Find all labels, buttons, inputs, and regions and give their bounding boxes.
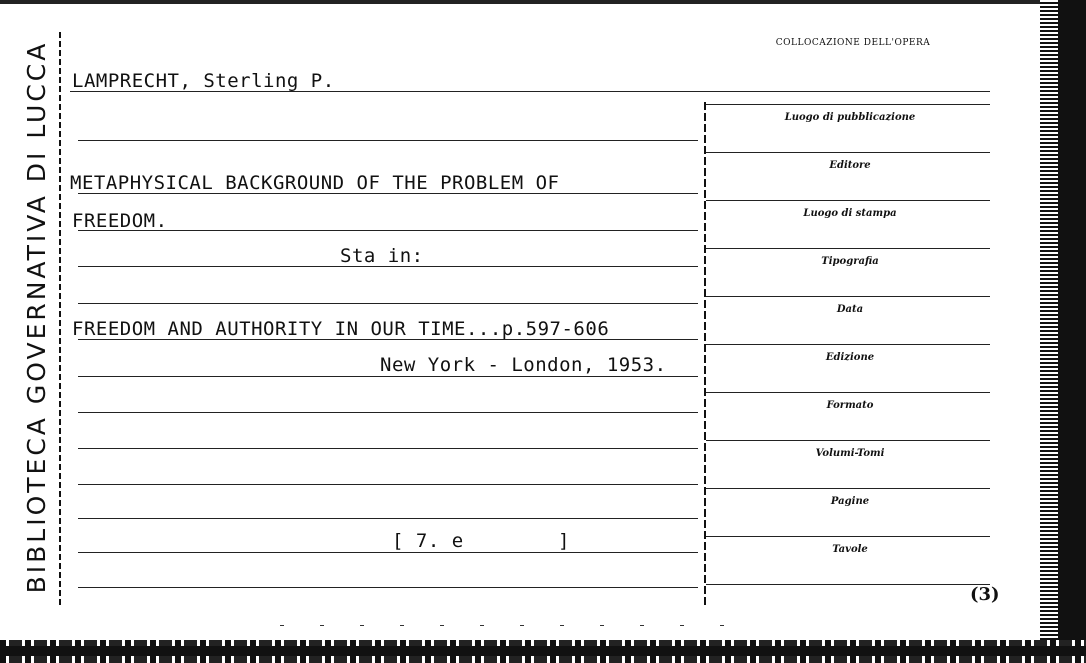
field-volumi-tomi: Volumi-Tomi [815,448,885,459]
field-pagine: Pagine [830,496,870,507]
rule-line [78,376,698,377]
shelf-mark: (3) [970,584,1000,605]
rule-line [78,230,698,231]
panel-divider [704,100,706,605]
field-rule [706,248,990,249]
field-rule [706,152,990,153]
classmark-open: [ 7. e [392,530,464,552]
field-rule [706,488,990,489]
classmark-close: ] [558,530,570,552]
library-stamp: BIBLIOTECA GOVERNATIVA DI LUCCA [22,40,51,594]
card-top-edge [0,0,1086,4]
field-formato: Formato [826,400,874,411]
work-title-line-1: METAPHYSICAL BACKGROUND OF THE PROBLEM OF [70,172,560,194]
source-title: FREEDOM AND AUTHORITY IN OUR TIME...p.597-606 [72,318,610,340]
rule-line [78,448,698,449]
field-rule [706,584,990,585]
field-rule [706,104,990,105]
sta-in-label: Sta in: [340,245,424,267]
card-right-edge [1040,0,1086,640]
field-luogo-stampa: Luogo di stampa [803,208,897,219]
field-rule [706,200,990,201]
margin-line [59,30,61,605]
field-rule [706,344,990,345]
rule-line [78,303,698,304]
rule-line [78,518,698,519]
dashed-baseline [280,625,740,626]
author-name: LAMPRECHT, Sterling P. [72,70,335,92]
imprint: New York - London, 1953. [380,354,667,376]
field-rule [706,440,990,441]
rule-line [78,140,698,141]
rule-line [78,552,698,553]
rule-line [78,484,698,485]
field-editore: Editore [829,160,871,171]
field-tipografia: Tipografia [821,256,879,267]
card-bottom-edge [0,640,1086,663]
field-rule [706,392,990,393]
field-data: Data [836,304,864,315]
rule-line [78,587,698,588]
field-rule [706,296,990,297]
field-tavole: Tavole [832,544,868,555]
work-title-line-2: FREEDOM. [72,210,168,232]
field-edizione: Edizione [825,352,875,363]
field-rule [706,536,990,537]
collocazione-heading: COLLOCAZIONE DELL'OPERA [775,38,931,48]
rule-line [78,412,698,413]
field-luogo-pubblicazione: Luogo di pubblicazione [784,112,916,123]
